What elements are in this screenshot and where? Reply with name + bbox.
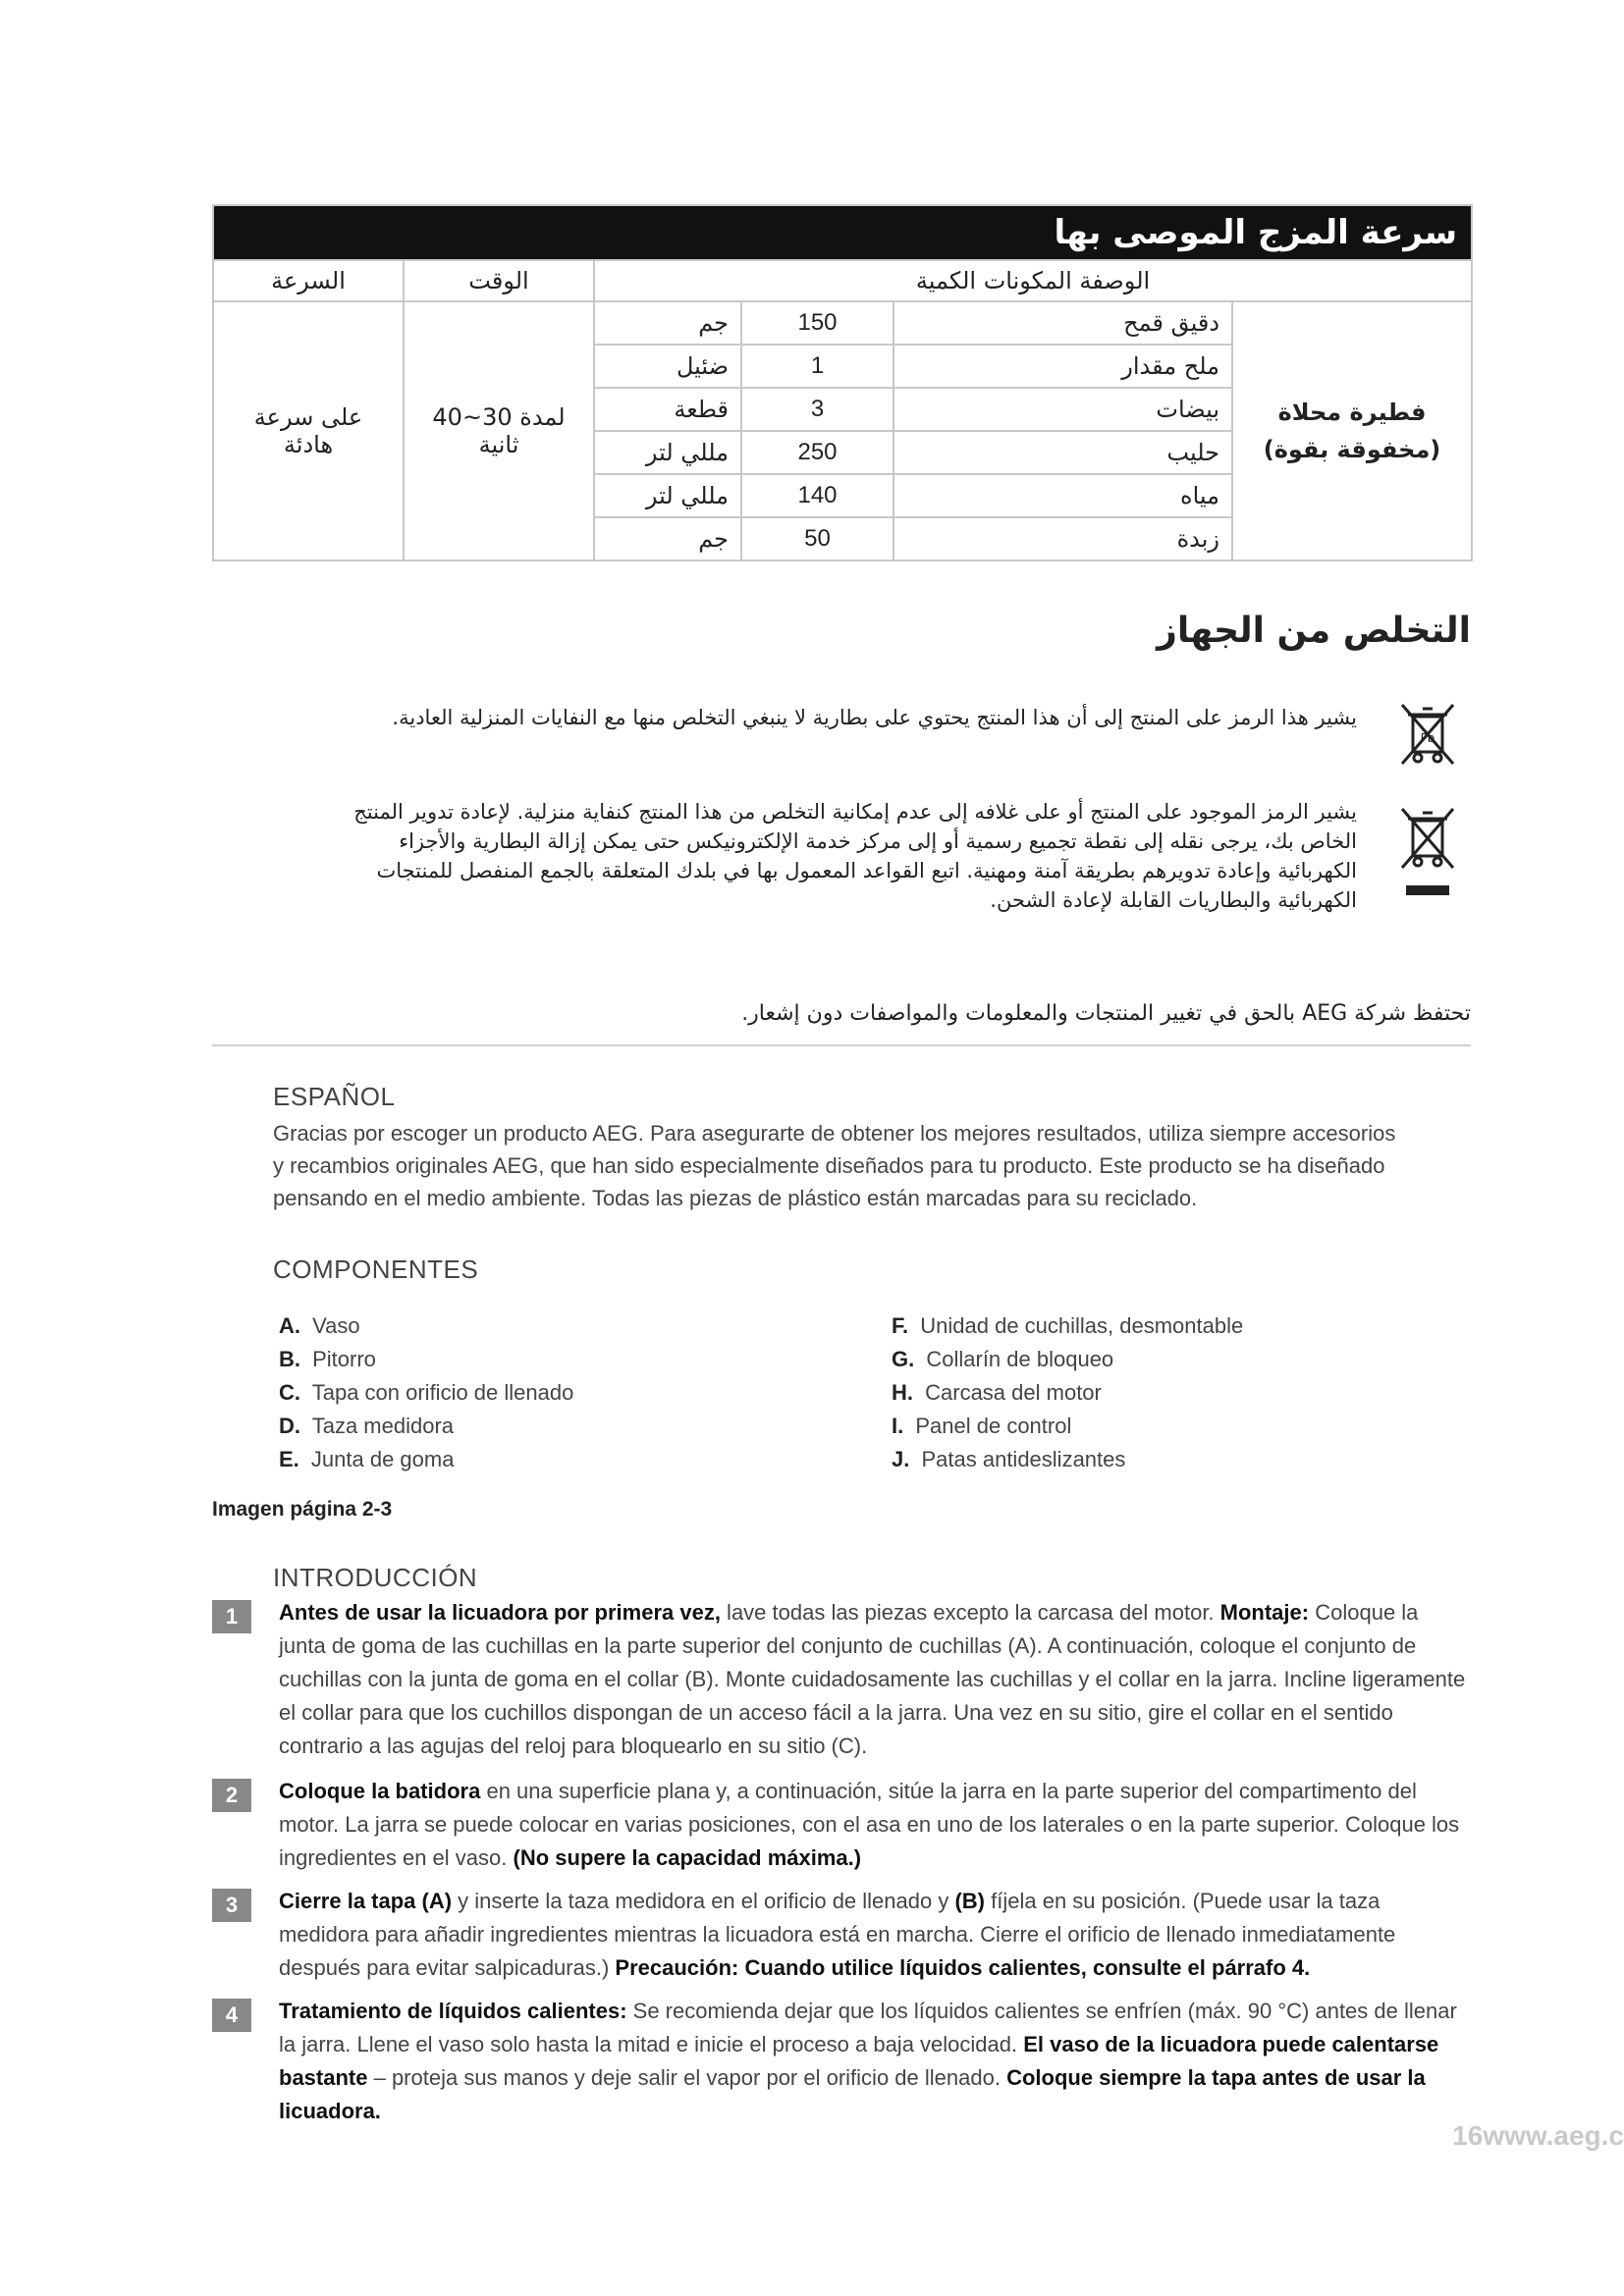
time-cell: لمدة 30~40 ثانية <box>404 301 594 561</box>
espanol-line-2: y recambios originales AEG, que han sido especialmente diseñados para tu producto. Este producto se ha diseñado <box>273 1153 1385 1178</box>
step-text <box>279 1596 1471 1763</box>
qty-cell: 1 <box>741 345 893 388</box>
step-number: 4 <box>212 1999 251 2032</box>
unit-cell: جم <box>594 517 741 561</box>
step-bold-note: (No supere la capacidad máxima.) <box>513 1845 862 1870</box>
components-list-right <box>892 1309 1243 1476</box>
ingredient-cell: دقيق قمح <box>893 301 1232 345</box>
header-speed: السرعة <box>213 260 404 301</box>
component-value: Pitorro <box>312 1347 376 1371</box>
ingredient-cell: مياه <box>893 474 1232 517</box>
qty-cell: 150 <box>741 301 893 345</box>
step-body: fíjela en su posición. (Puede usar la taza medidora para añadir ingredientes mientras la licuadora está en marcha. Cierre el orificio de llenado inmediatamente después para evitar salpicaduras.) <box>279 1889 1396 1980</box>
step-body: y inserte la taza medidora en el orificio de llenado y <box>452 1889 955 1913</box>
recipe-speed-table <box>212 204 1473 561</box>
unit-cell: مللي لتر <box>594 474 741 517</box>
weee-bin-icon <box>1396 803 1459 901</box>
step-bold-label: Montaje: <box>1219 1600 1310 1625</box>
step-number: 2 <box>212 1779 251 1812</box>
step-body: Se recomienda dejar que los líquidos calientes se enfríen (máx. 90 °C) antes de llenar la jarra. Llene el vaso solo hasta la mitad e inicie el proceso a baja velocidad. <box>279 1999 1457 2056</box>
header-ingredients: الوصفة المكونات الكمية <box>594 260 1472 301</box>
component-value: Junta de goma <box>310 1447 455 1471</box>
speed-cell: على سرعة هادئة <box>213 301 404 561</box>
component-item <box>892 1376 1243 1410</box>
component-key: H. <box>892 1380 913 1405</box>
step-bold-lead: Cierre la tapa (A) <box>279 1889 453 1913</box>
component-key: G. <box>892 1347 915 1371</box>
espanol-line-3: pensando en el medio ambiente. Todas las piezas de plástico están marcadas para su reciclado. <box>273 1186 1198 1210</box>
component-item <box>892 1343 1243 1376</box>
step-text <box>279 1885 1471 1985</box>
qty-cell: 50 <box>741 517 893 561</box>
step-text <box>279 1775 1471 1875</box>
disposal-battery-text: يشير هذا الرمز على المنتج إلى أن هذا المنتج يحتوي على بطارية لا ينبغي التخلص منها مع النفايات المنزلية العادية. <box>392 706 1357 729</box>
component-item <box>892 1309 1243 1343</box>
unit-cell: قطعة <box>594 388 741 431</box>
svg-text:Pb: Pb <box>1420 731 1435 745</box>
qty-cell: 250 <box>741 431 893 474</box>
componentes-title: COMPONENTES <box>273 1255 479 1284</box>
step-bold-warning: El vaso de la licuadora puede calentarse bastante <box>279 2032 1439 2090</box>
weee-line-4: الكهربائية والبطاريات القابلة لإعادة الشحن. <box>990 888 1357 912</box>
component-value: Taza medidora <box>311 1414 455 1438</box>
crossed-bin-icon <box>1396 699 1459 770</box>
component-item <box>279 1443 573 1476</box>
header-time: الوقت <box>404 260 594 301</box>
section-divider <box>212 1044 1471 1046</box>
ingredient-cell: بيضات <box>893 388 1232 431</box>
recipe-name <box>1232 301 1472 561</box>
component-key: F. <box>892 1313 909 1338</box>
component-key: A. <box>279 1313 300 1338</box>
step-body: – proteja sus manos y deje salir el vapor por el orificio de llenado. <box>367 2065 1007 2090</box>
disposal-heading: التخلص من الجهاز <box>1157 611 1471 651</box>
component-item <box>279 1376 573 1410</box>
step-bold-lead: Antes de usar la licuadora por primera vez, <box>279 1600 721 1625</box>
component-value: Panel de control <box>915 1414 1072 1438</box>
weee-line-1: يشير الرمز الموجود على المنتج أو على غلافه إلى عدم إمكانية التخلص من هذا المنتج كنفاية منزلية. لإعادة تدوير المنتج <box>353 800 1357 824</box>
component-value: Unidad de cuchillas, desmontable <box>920 1313 1244 1338</box>
step-body: Coloque la junta de goma de las cuchillas en la parte superior del conjunto de cuchillas (A). A continuación, coloque el conjunto de cuchillas con la junta de goma en el collar (B). Monte cuidadosamente las cuchillas y el collar en la jarra. Incline ligeramente el collar para que los cuchillos dispongan de un acceso fácil a la jarra. Una vez en su sitio, gire el collar en el sentido contrario a las agujas del reloj para bloquearlo en su sitio (C). <box>279 1600 1466 1758</box>
ingredient-cell: ملح مقدار <box>893 345 1232 388</box>
step-bold-caution: Precaución: Cuando utilice líquidos calientes, consulte el párrafo 4. <box>615 1955 1311 1980</box>
component-value: Patas antideslizantes <box>921 1447 1126 1471</box>
step-bold-lead: Coloque la batidora <box>279 1779 481 1803</box>
unit-cell: ضئيل <box>594 345 741 388</box>
espanol-line-1: Gracias por escoger un producto AEG. Para asegurarte de obtener los mejores resultados, utiliza siempre accesorios <box>273 1121 1396 1146</box>
unit-cell: جم <box>594 301 741 345</box>
component-item <box>279 1410 573 1443</box>
image-page-reference: Imagen página 2-3 <box>212 1498 393 1521</box>
recipe-name-line1: فطيرة محلاة <box>1277 399 1427 426</box>
component-value: Carcasa del motor <box>925 1380 1102 1405</box>
step-body: en una superficie plana y, a continuación, sitúe la jarra en la parte superior del compartimento del motor. La jarra se puede colocar en varias posiciones, con el asa en uno de los laterales o en la parte superior. Coloque los ingredientes en el vaso. <box>279 1779 1460 1870</box>
component-item <box>892 1443 1243 1476</box>
component-key: E. <box>279 1447 299 1471</box>
component-key: B. <box>279 1347 300 1371</box>
qty-cell: 3 <box>741 388 893 431</box>
component-key: C. <box>279 1380 300 1405</box>
ingredient-cell: حليب <box>893 431 1232 474</box>
espanol-title: ESPAÑOL <box>273 1082 396 1111</box>
component-item <box>892 1410 1243 1443</box>
component-value: Vaso <box>312 1313 360 1338</box>
component-value: Collarín de bloqueo <box>926 1347 1114 1371</box>
introduccion-title: INTRODUCCIÓN <box>273 1563 478 1592</box>
step-body: lave todas las piezas excepto la carcasa del motor. <box>720 1600 1220 1625</box>
page-footer-url: 16www.aeg.c <box>1452 2120 1624 2151</box>
components-list-left <box>279 1309 573 1476</box>
recipe-name-line2: (مخفوقة بقوة) <box>1263 436 1441 463</box>
component-item <box>279 1309 573 1343</box>
weee-line-3: الكهربائية وإعادة تدويرهم بطريقة آمنة ومهنية. اتبع القواعد المعمول بها في بلدك المتعلقة بالجمع المنفصل للمنتجات <box>376 859 1357 882</box>
step-bold-instruction: Coloque siempre la tapa antes de usar la licuadora. <box>279 2065 1426 2123</box>
disposal-weee-text <box>353 797 1357 915</box>
step-number: 3 <box>212 1889 251 1922</box>
step-bold-label: (B) <box>954 1889 986 1913</box>
table-title: سرعة المزج الموصى بها <box>213 205 1472 260</box>
step-bold-lead: Tratamiento de líquidos calientes: <box>279 1999 627 2023</box>
qty-cell: 140 <box>741 474 893 517</box>
step-number: 1 <box>212 1600 251 1633</box>
step-text <box>279 1995 1471 2128</box>
component-key: J. <box>892 1447 910 1471</box>
weee-line-2: الخاص بك، يرجى نقله إلى نقطة تجميع رسمية أو إلى مركز خدمة الإلكترونيكس حتى يمكن إزالة البطارية والأجزاء <box>399 829 1357 853</box>
aeg-rights-note: تحتفظ شركة AEG بالحق في تغيير المنتجات والمعلومات والمواصفات دون إشعار. <box>741 1001 1471 1026</box>
component-key: D. <box>279 1414 300 1438</box>
espanol-intro <box>273 1117 1471 1214</box>
unit-cell: مللي لتر <box>594 431 741 474</box>
component-value: Tapa con orificio de llenado <box>311 1380 574 1405</box>
component-item <box>279 1343 573 1376</box>
component-key: I. <box>892 1414 904 1438</box>
ingredient-cell: زبدة <box>893 517 1232 561</box>
